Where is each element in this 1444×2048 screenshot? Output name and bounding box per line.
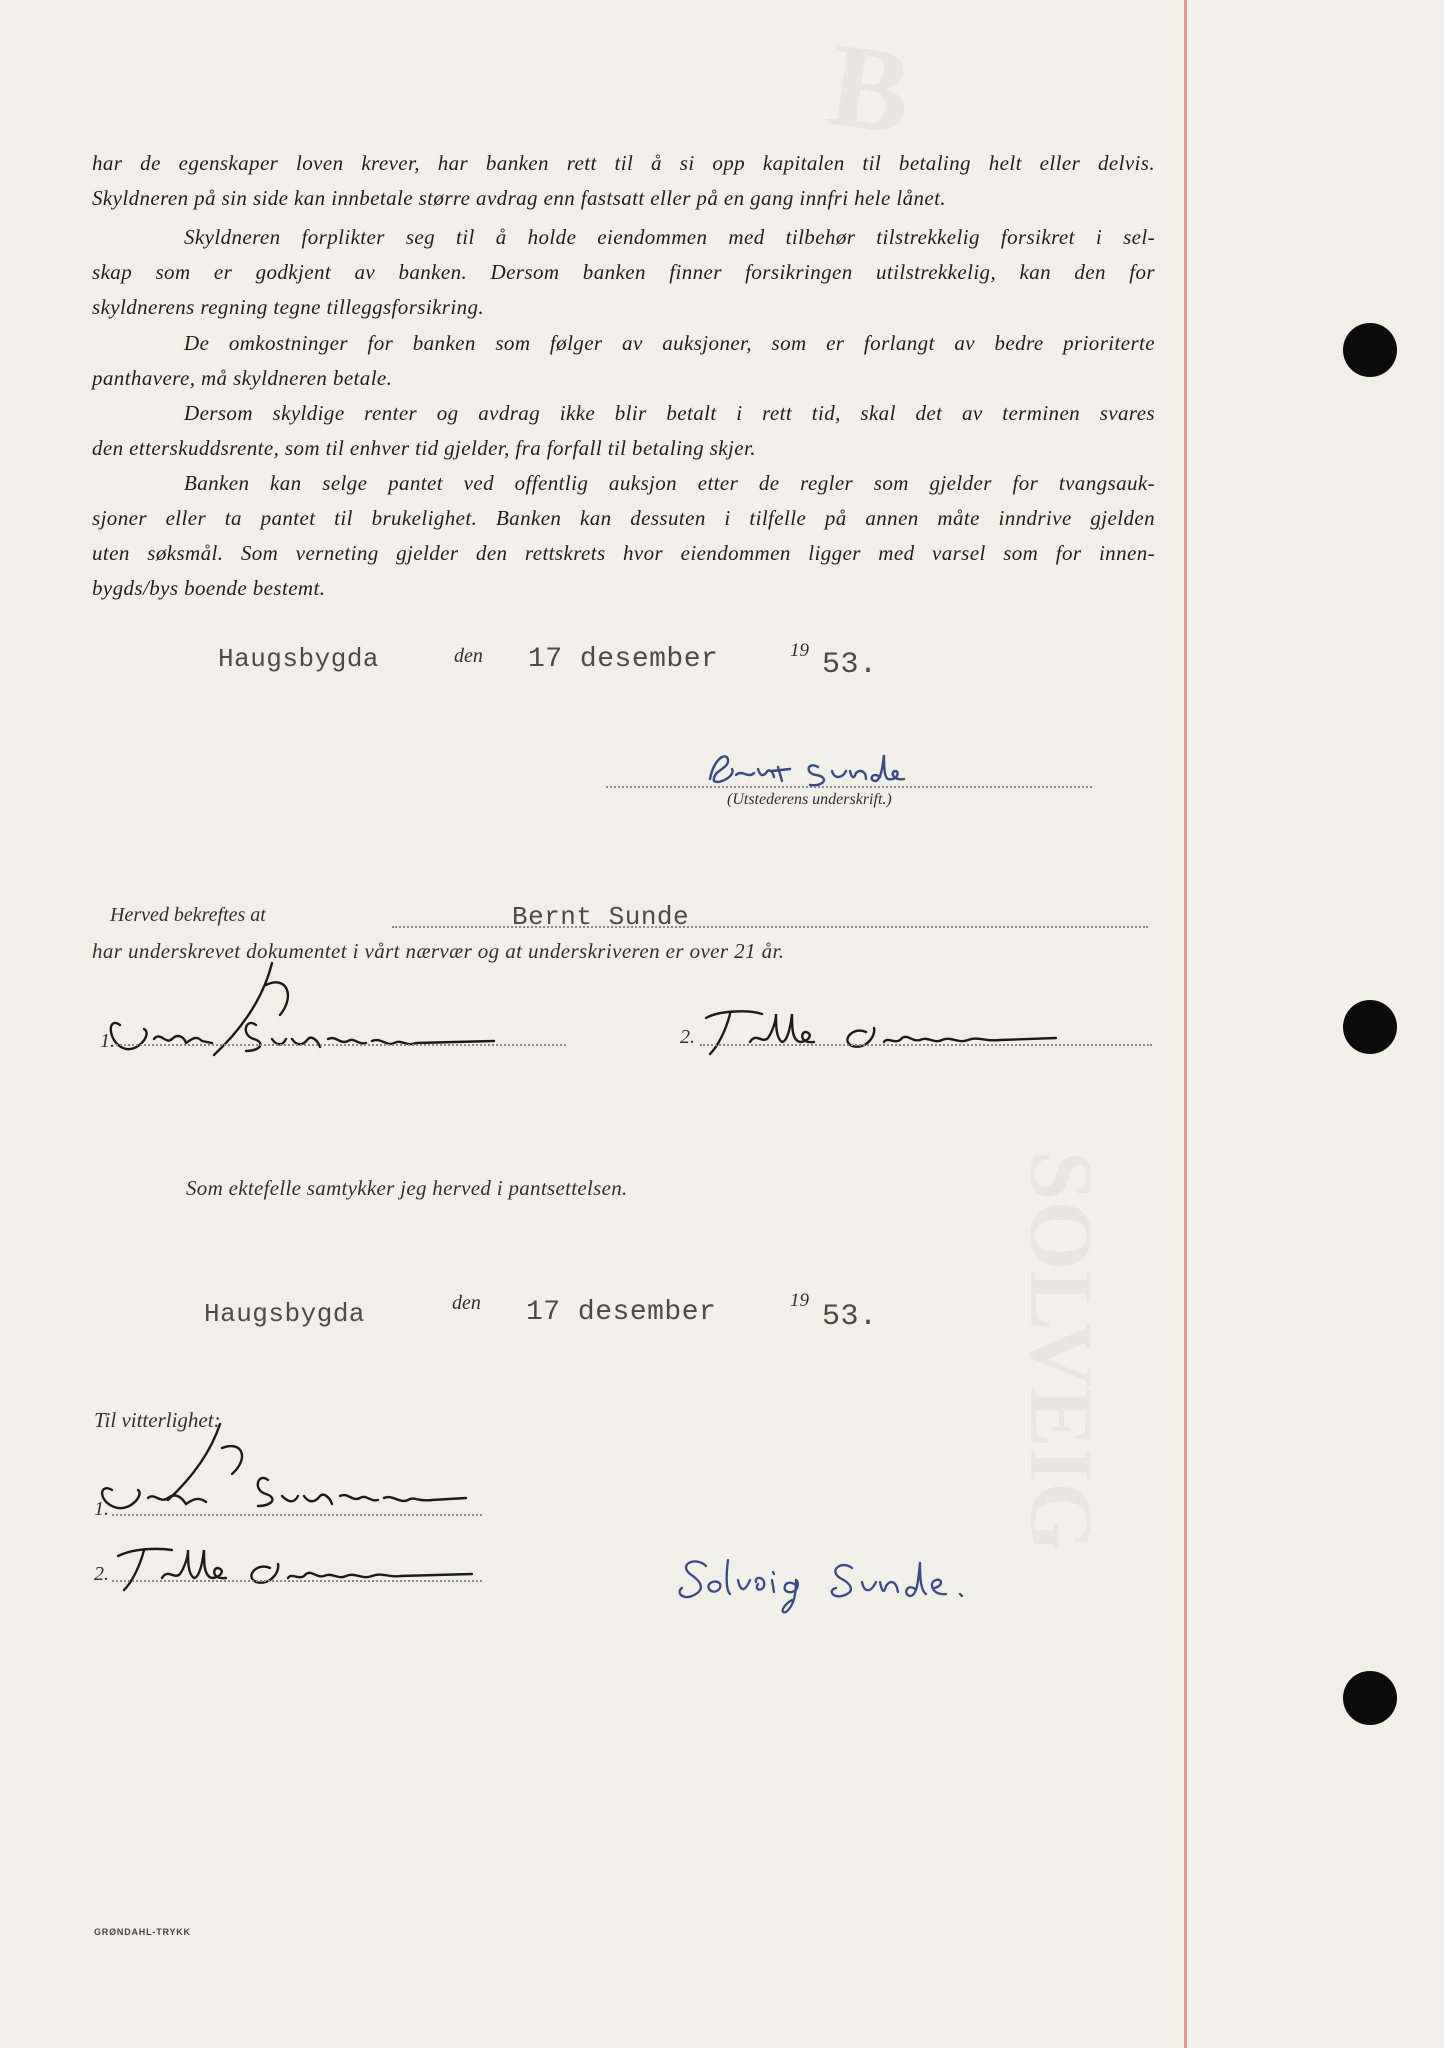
witness-2-line [700, 1044, 1152, 1046]
den-label: den [452, 1292, 481, 1314]
witness-block-line-2 [112, 1580, 482, 1582]
spouse-signature [676, 1550, 1006, 1620]
printer-imprint: GRØNDAHL-TRYKK [94, 1927, 191, 1937]
spouse-consent-text: Som ektefelle samtykker jeg herved i pantsettelsen. [186, 1176, 628, 1200]
paragraph-auction-costs [92, 326, 1155, 396]
text-line: uten søksmål. Som verneting gjelder den rettskrets hvor eiendommen ligger med varsel som for innen- [92, 541, 1155, 565]
confirmed-name-typed: Bernt Sunde [512, 902, 690, 932]
text-line: Skyldneren forplikter seg til å holde eiendommen med tilbehør tilstrekkelig forsikret i sel- [184, 225, 1155, 249]
punch-hole [1343, 1000, 1397, 1054]
date-typed: 17 desember [528, 644, 719, 675]
witness-1-label: 1. [100, 1030, 115, 1052]
margin-rule [1184, 0, 1187, 2048]
text-line: Skyldneren på sin side kan innbetale større avdrag enn fastsatt eller på en gang innfri hele lånet. [92, 186, 946, 210]
witness-block-label: Til vitterlighet: [94, 1408, 221, 1432]
issuer-signature-caption: (Utstederens underskrift.) [727, 791, 892, 808]
text-line: panthavere, må skyldneren betale. [92, 366, 393, 390]
witness-1-line [116, 1044, 566, 1046]
witness-1-signature [96, 955, 516, 1065]
paragraph-late-interest [92, 396, 1155, 466]
punch-hole [1343, 323, 1397, 377]
year-typed: 53. [822, 1300, 878, 1334]
century-label: 19 [790, 1290, 809, 1311]
witness-block-num-2: 2. [94, 1563, 109, 1585]
witness-2-signature [690, 1002, 1060, 1062]
den-label: den [454, 645, 483, 667]
bleed-through-mark: B [821, 17, 919, 160]
issuer-signature-line [606, 786, 1092, 788]
witness-block-signature-2 [110, 1540, 490, 1600]
text-line: har de egenskaper loven krever, har banken rett til å si opp kapitalen til betaling helt eller delvis. [92, 151, 1155, 175]
punch-hole [1343, 1671, 1397, 1725]
text-line: skap som er godkjent av banken. Dersom banken finner forsikringen utilstrekkelig, kan den for [92, 260, 1155, 284]
confirmation-name-line [392, 926, 1148, 928]
witness-2-label: 2. [680, 1026, 695, 1048]
text-line: Banken kan selge pantet ved offentlig auksjon etter de regler som gjelder for tvangsauk- [184, 471, 1155, 495]
text-line: bygds/bys boende bestemt. [92, 576, 326, 600]
century-label: 19 [790, 640, 809, 661]
text-line: Dersom skyldige renter og avdrag ikke blir betalt i rett tid, skal det av terminen svares [184, 401, 1155, 425]
witness-block-signature-1 [92, 1418, 492, 1518]
paragraph-insurance [92, 220, 1155, 325]
witness-block-line-1 [112, 1514, 482, 1516]
witness-block-num-1: 1. [94, 1498, 109, 1520]
place-typed: Haugsbygda [218, 644, 380, 674]
text-line: skyldnerens regning tegne tilleggsforsikring. [92, 295, 485, 319]
date-typed: 17 desember [526, 1297, 717, 1328]
text-line: den etterskuddsrente, som til enhver tid gjelder, fra forfall til betaling skjer. [92, 436, 756, 460]
confirmation-prefix: Herved bekreftes at [110, 904, 266, 926]
text-line: sjoner eller ta pantet til brukelighet. Banken kan dessuten i tilfelle på annen måte inndrive gjelden [92, 506, 1155, 530]
paragraph-foreclosure [92, 466, 1155, 606]
year-typed: 53. [822, 648, 878, 682]
place-typed: Haugsbygda [204, 1299, 366, 1329]
confirmation-text: har underskrevet dokumentet i vårt nærvær og at underskriveren er over 21 år. [92, 939, 785, 963]
paragraph-repayment [92, 146, 1155, 216]
bleed-through-mark: SOLVEIG [1011, 1150, 1111, 1553]
text-line: De omkostninger for banken som følger av auksjoner, som er forlangt av bedre prioriterte [184, 331, 1155, 355]
